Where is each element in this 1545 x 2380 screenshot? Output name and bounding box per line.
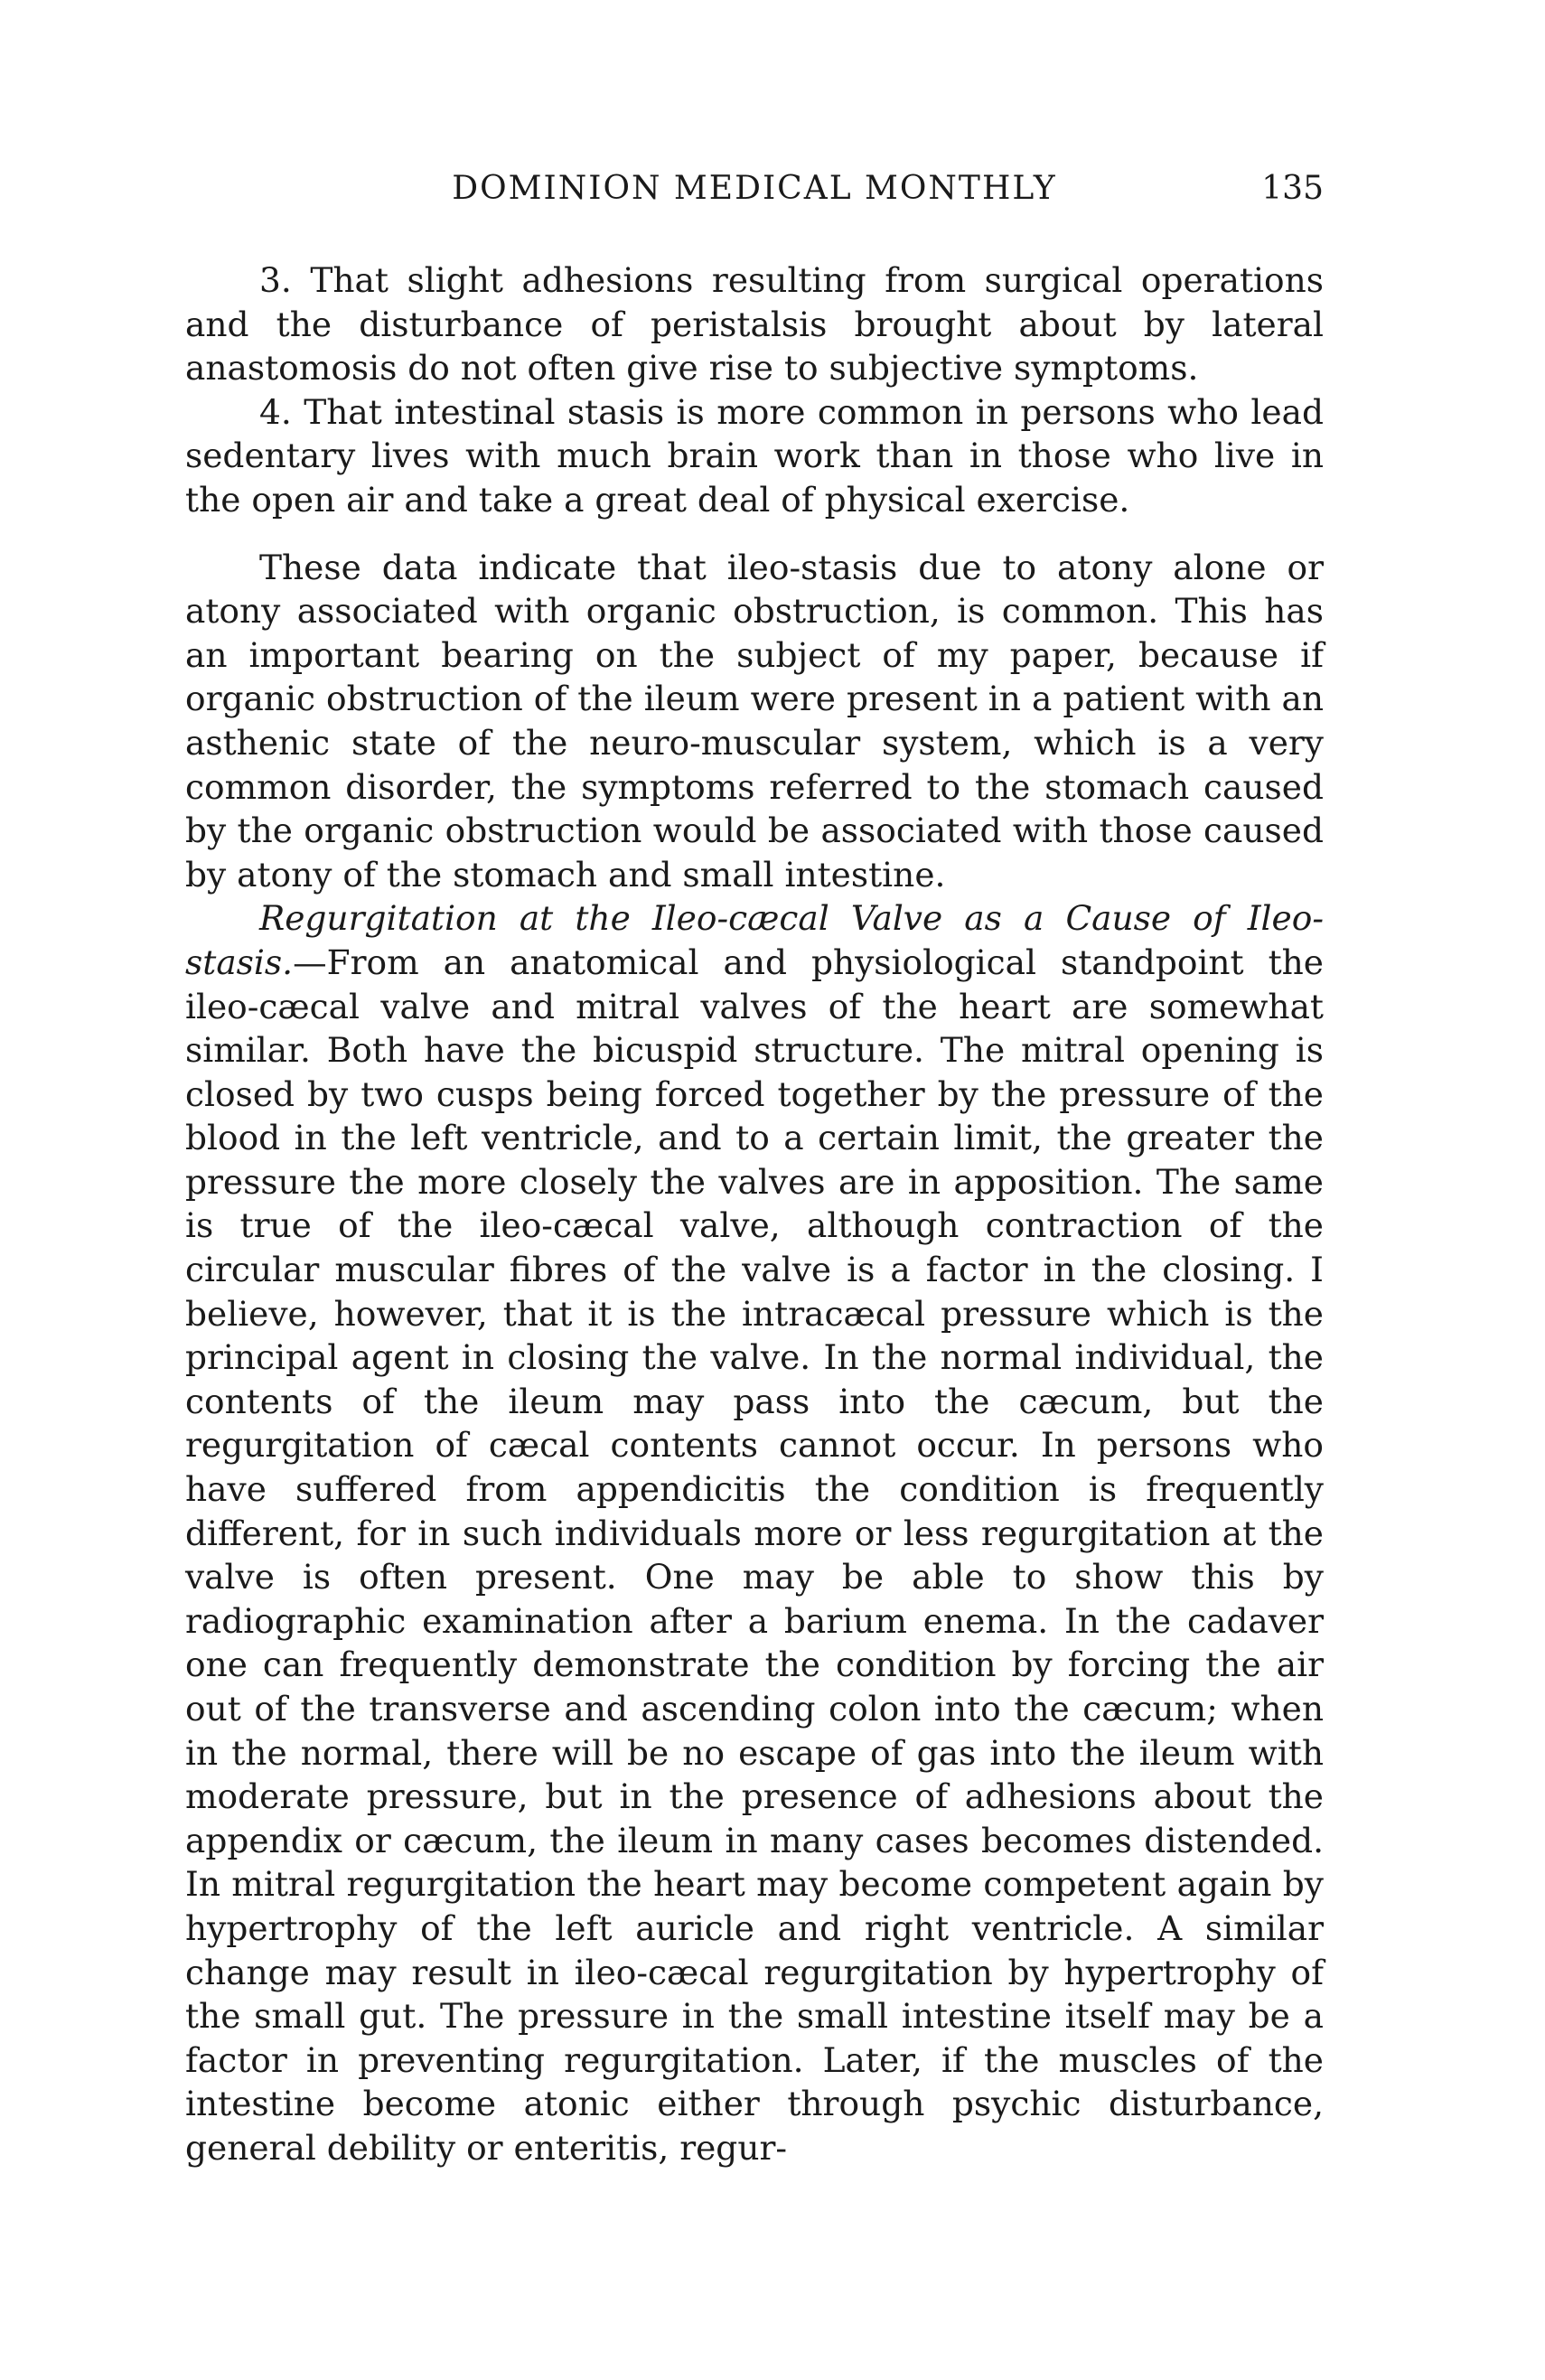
page-number: 135 <box>1261 170 1324 207</box>
document-page <box>185 163 1324 2170</box>
body-text <box>185 258 1324 2170</box>
paragraph-point-4: 4. That intestinal stasis is more common in persons who lead sedentary lives with much brain work than in those who live in the open air and take a great deal of physical exercise. <box>185 391 1324 520</box>
running-head: DOMINION MEDICAL MONTHLY <box>452 170 1057 207</box>
paragraph-data-indicate: These data indicate that ileo-stasis due to atony alone or atony associated with organic obstruction, is common. This has an important bearing on the subject of my paper, because if organic obstruction of the ileum were present in a patient with an asthenic state of the neuro-muscular system, which is a very common disorder, the symptoms referred to the stomach caused by the organic obstruction would be associated with those caused by atony of the stomach and small intestine. <box>185 547 1324 895</box>
section-subhead: Regurgitation at the Ileo-cæcal Valve as a Cause of Ileo-stasis. <box>185 898 1324 982</box>
section-text: —From an anatomical and physiological standpoint the ileo-cæcal valve and mitral valves of the heart are somewhat similar. Both have the bicuspid structure. The mitral opening is closed by two cusps being forced together by the pressure of the blood in the left ventricle, and to a certain limit, the greater the pressure the more closely the valves are in apposition. The same is true of the ileo-cæcal valve, although contraction of the circular muscular fibres of the valve is a factor in the closing. I believe, however, that it is the intracæcal pressure which is the principal agent in closing the valve. In the normal individual, the contents of the ileum may pass into the cæcum, but the regurgitation of cæcal contents cannot occur. In persons who have suffered from appendicitis the condition is frequently different, for in such individuals more or less regurgitation at the valve is often present. One may be able to show this by radiographic examination after a barium enema. In the cadaver one can frequently demonstrate the condition by forcing the air out of the transverse and ascending colon into the cæcum; when in the normal, there will be no escape of gas into the ileum with moderate pressure, but in the presence of adhesions about the appendix or cæcum, the ileum in many cases becomes distended. In mitral regurgitation the heart may become competent again by hypertrophy of the left auricle and right ventricle. A similar change may result in ileo-cæcal regurgitation by hypertrophy of the small gut. The pressure in the small intestine itself may be a factor in preventing regurgitation. Later, if the muscles of the intestine become atonic either through psychic disturbance, general debility or enteritis, regur- <box>185 942 1324 2168</box>
paragraph-regurgitation <box>185 896 1324 2169</box>
paragraph-point-3: 3. That slight adhesions resulting from surgical operations and the disturbance of peristalsis brought about by lateral anastomosis do not often give rise to subjective symptoms. <box>185 260 1324 389</box>
page-header <box>185 163 1324 217</box>
